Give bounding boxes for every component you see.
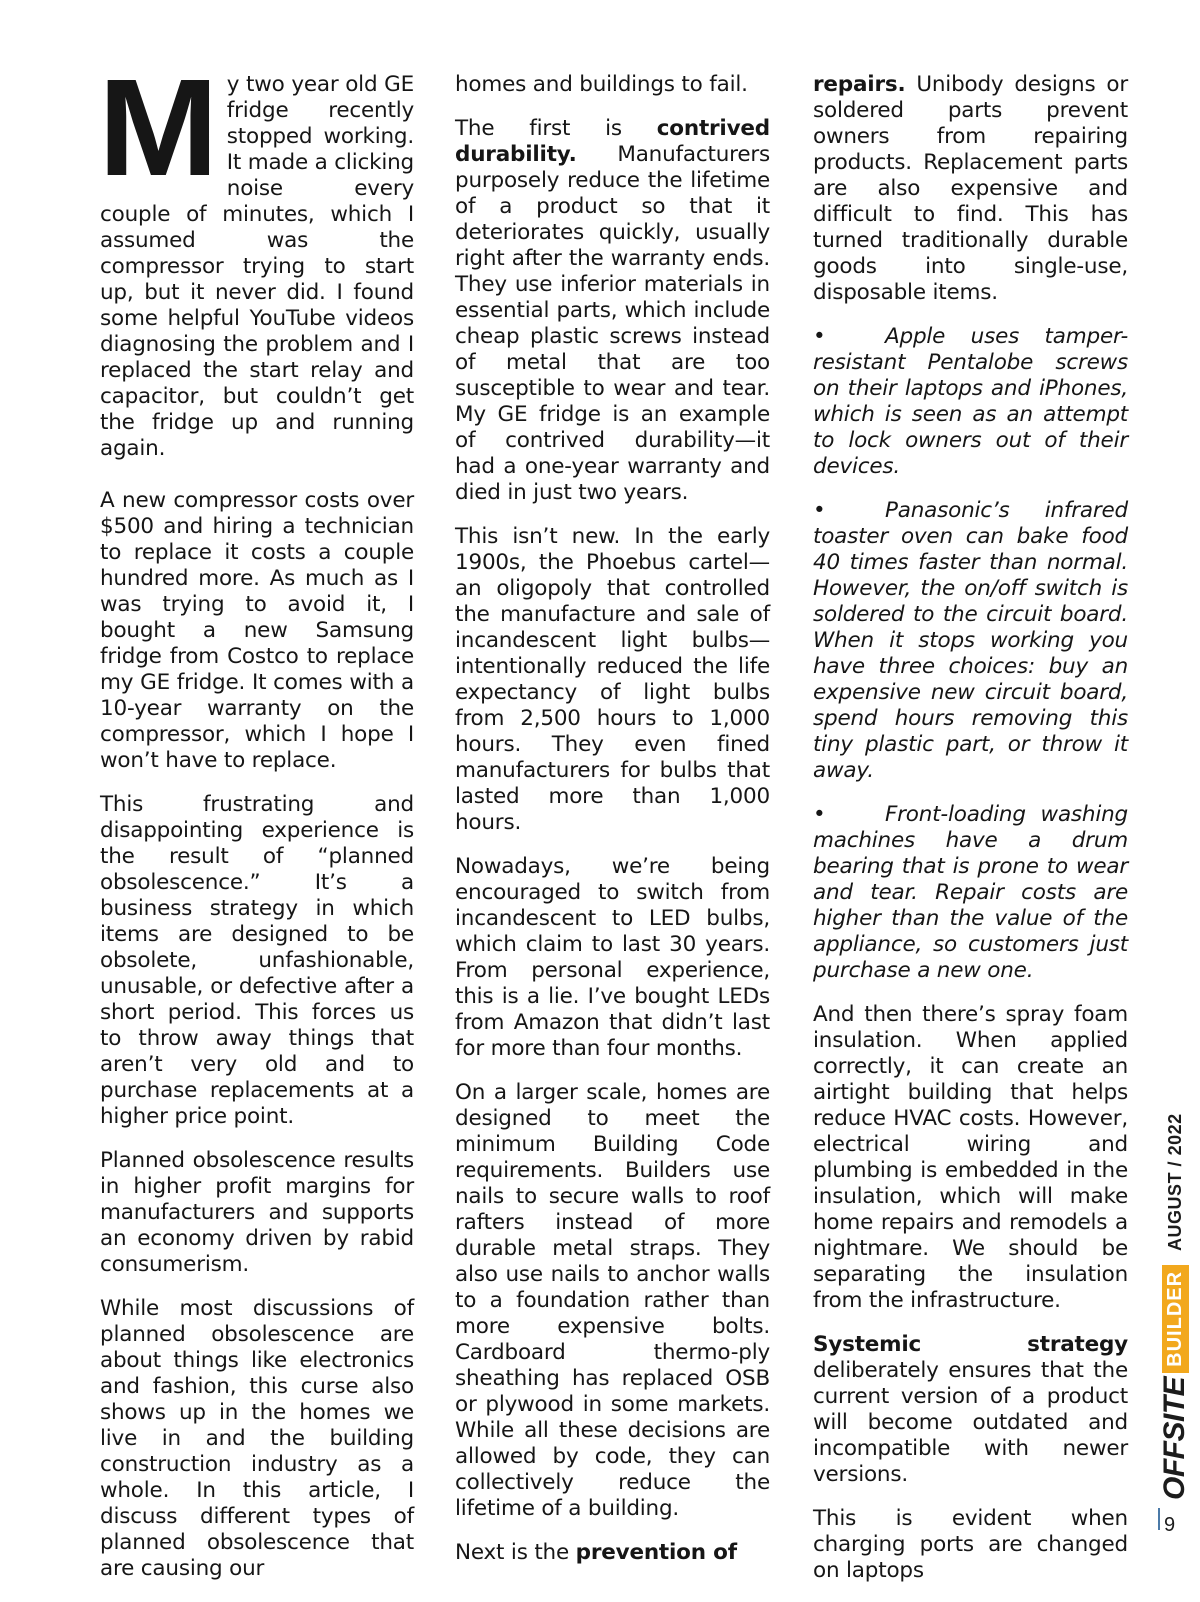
paragraph: Planned obsolescence results in higher profit margins for manufacturers and supports an economy driven by rabid consumerism. [100,1148,414,1277]
paragraph: This isn’t new. In the early 1900s, the Phoebus cartel—an oligopoly that controlled the manufacture and sale of incandescent light bulbs—intentionally reduced the life expectancy of light bulbs from 2,500 hours to 1,000 hours. They even fined manufacturers for bulbs that lasted more than 1,000 hours. [455,524,770,835]
paragraph: Nowadays, we’re being encouraged to switch from incandescent to LED bulbs, which claim to last 30 years. From personal experience, this is a lie. I’ve bought LEDs from Amazon that didn’t last for more than four months. [455,854,770,1061]
paragraph: Systemic strategy deliberately ensures that the current version of a product will become outdated and incompatible with newer versions. [813,1332,1128,1487]
paragraph: homes and buildings to fail. [455,72,748,97]
brand-logo-offsite: OFFSITE [1158,1376,1191,1500]
paragraph: My two year old GE fridge recently stopped working. It made a clicking noise every couple of minutes, which I assumed was the compressor trying to start up, but it never did. I found some helpful YouTube videos diagnosing the problem and I replaced the start relay and capacitor, but couldn’t get the fridge up and running again. [98,51,414,461]
term-contrived-durability: contrived durability. [455,116,770,167]
article-column-1 [98,51,414,1600]
paragraph: While most discussions of planned obsolescence are about things like electronics and fashion, this curse also shows up in the homes we live in and the building construction industry as a whole. In this article, I discuss different types of planned obsolescence that are causing our [100,1296,414,1581]
folio-sidebar [1150,1113,1200,1500]
article-column-2 [455,72,770,1584]
brand-logo-builder: BUILDER [1162,1265,1189,1373]
paragraph: A new compressor costs over $500 and hiring a technician to replace it costs a couple hundred more. As much as I was trying to avoid it, I bought a new Samsung fridge from Costco to replace my GE fridge. It comes with a 10-year warranty on the compressor, which I hope I won’t have to replace. [100,488,414,773]
folio-rotated [1150,1113,1200,1500]
paragraph: repairs. Unibody designs or soldered parts prevent owners from repairing products. Replacement parts are also expensive and difficult to find. This has turned traditionally durable goods into single-use, disposable items. [813,72,1128,305]
page-number: 9 [1164,1514,1176,1536]
bullet-marker: • [813,802,826,827]
paragraph: Next is the prevention of [455,1540,737,1565]
bullet-item: • Apple uses tamper-resistant Pentalobe screws on their laptops and iPhones, which is seen as an attempt to lock owners out of their devices. [813,324,1128,479]
paragraph: And then there’s spray foam insulation. When applied correctly, it can create an airtight building that helps reduce HVAC costs. However, electrical wiring and plumbing is embedded in the insulation, which will make home repairs and remodels a nightmare. We should be separating the insulation from the infrastructure. [813,1002,1128,1313]
bullet-item: • Front-loading washing machines have a drum bearing that is prone to wear and tear. Repair costs are higher than the value of the appliance, so customers just purchase a new one. [813,802,1128,983]
bullet-marker: • [813,498,826,523]
paragraph: This frustrating and disappointing experience is the result of “planned obsolescence.” It’s a business strategy in which items are designed to be obsolete, unfashionable, unusable, or defective after a short period. This forces us to throw away things that aren’t very old and to purchase replacements at a higher price point. [100,792,414,1129]
folio-divider [1158,1508,1160,1530]
term-prevention-of-repairs: prevention of [575,1540,737,1565]
drop-cap: M [98,51,219,205]
bullet-marker: • [813,324,826,349]
article-column-3 [813,72,1128,1602]
paragraph: This is evident when charging ports are changed on laptops [813,1506,1128,1583]
issue-date: AUGUST / 2022 [1164,1113,1185,1251]
term-repairs: repairs. [813,72,906,97]
paragraph: On a larger scale, homes are designed to meet the minimum Building Code requirements. Builders use nails to secure walls to roof rafters instead of more durable metal straps. They also use nails to anchor walls to a foundation rather than more expensive bolts. Cardboard thermo-ply sheathing has replaced OSB or plywood in some markets. While all these decisions are allowed by code, they can collectively reduce the lifetime of a building. [455,1080,770,1521]
paragraph: The first is contrived durability. Manufacturers purposely reduce the lifetime of a product so that it deteriorates quickly, usually right after the warranty ends. They use inferior materials in essential parts, which include cheap plastic screws instead of metal that are too susceptible to wear and tear. My GE fridge is an example of contrived durability—it had a one-year warranty and died in just two years. [455,116,770,505]
term-systemic-strategy: Systemic strategy [813,1332,1128,1357]
bullet-item: • Panasonic’s infrared toaster oven can bake food 40 times faster than normal. However, the on/off switch is soldered to the circuit board. When it stops working you have three choices: buy an expensive new circuit board, spend hours removing this tiny plastic part, or throw it away. [813,498,1128,783]
